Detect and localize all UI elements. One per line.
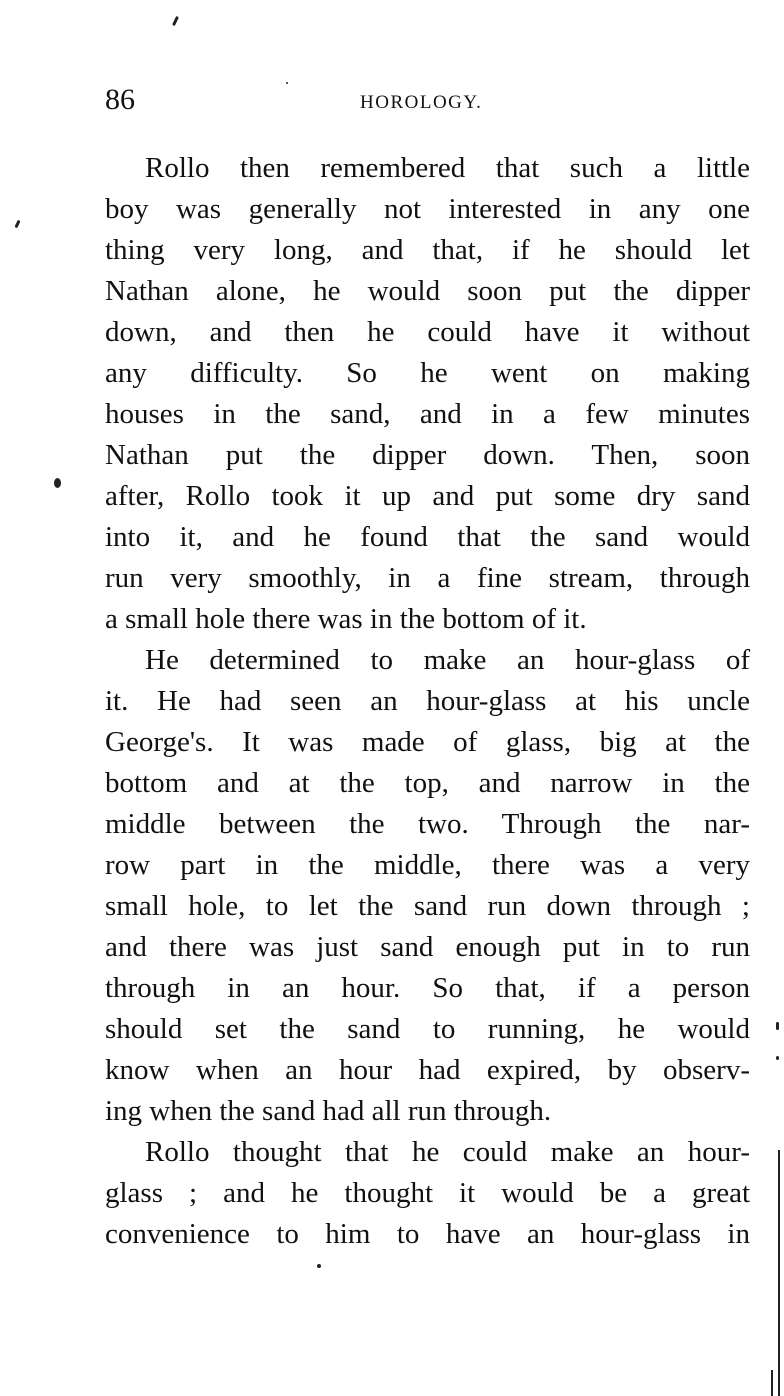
- text-line: Rollo thought that he could make an hour-: [145, 1136, 750, 1168]
- ink-speck: [776, 1056, 779, 1060]
- page-number: 86: [105, 83, 135, 116]
- text-line: any difficulty. So he went on making: [105, 357, 750, 389]
- text-line: after, Rollo took it up and put some dry sand: [105, 480, 750, 512]
- paragraph: [105, 640, 750, 1132]
- ink-speck: [317, 1264, 321, 1268]
- text-line: houses in the sand, and in a few minutes: [105, 398, 750, 430]
- ink-speck: [286, 82, 288, 84]
- text-line: into it, and he found that the sand would: [105, 521, 750, 553]
- text-line: Nathan alone, he would soon put the dipper: [105, 275, 750, 307]
- text-line: ing when the sand had all run through.: [105, 1095, 552, 1127]
- text-line: bottom and at the top, and narrow in the: [105, 767, 750, 799]
- ink-speck: [54, 478, 61, 488]
- page-header: [105, 78, 750, 122]
- text-line: convenience to him to have an hour-glass in: [105, 1218, 750, 1250]
- text-line: run very smoothly, in a fine stream, through: [105, 562, 750, 594]
- text-line: He determined to make an hour-glass of: [145, 644, 750, 676]
- text-line: it. He had seen an hour-glass at his uncle: [105, 685, 750, 717]
- text-line: row part in the middle, there was a very: [105, 849, 750, 881]
- body-text: [105, 148, 750, 1255]
- page-edge-shadow: [778, 1150, 780, 1396]
- paragraph: [105, 148, 750, 640]
- ink-speck: [776, 1022, 779, 1030]
- text-line: Rollo then remembered that such a little: [145, 152, 750, 184]
- text-line: down, and then he could have it without: [105, 316, 750, 348]
- text-line: middle between the two. Through the nar-: [105, 808, 750, 840]
- text-line: a small hole there was in the bottom of it.: [105, 603, 587, 635]
- text-line: small hole, to let the sand run down through ;: [105, 890, 750, 922]
- text-line: boy was generally not interested in any one: [105, 193, 750, 225]
- running-title: HOROLOGY.: [360, 92, 483, 113]
- ink-speck: [14, 220, 20, 229]
- page-edge-shadow: [771, 1370, 773, 1396]
- text-line: and there was just sand enough put in to run: [105, 931, 750, 963]
- text-line: should set the sand to running, he would: [105, 1013, 750, 1045]
- text-line: glass ; and he thought it would be a great: [105, 1177, 750, 1209]
- text-line: George's. It was made of glass, big at the: [105, 726, 750, 758]
- text-line: thing very long, and that, if he should let: [105, 234, 750, 266]
- paragraph: [105, 1132, 750, 1255]
- ink-speck: [172, 16, 179, 26]
- text-line: know when an hour had expired, by observ-: [105, 1054, 750, 1086]
- text-line: Nathan put the dipper down. Then, soon: [105, 439, 750, 471]
- text-line: through in an hour. So that, if a person: [105, 972, 750, 1004]
